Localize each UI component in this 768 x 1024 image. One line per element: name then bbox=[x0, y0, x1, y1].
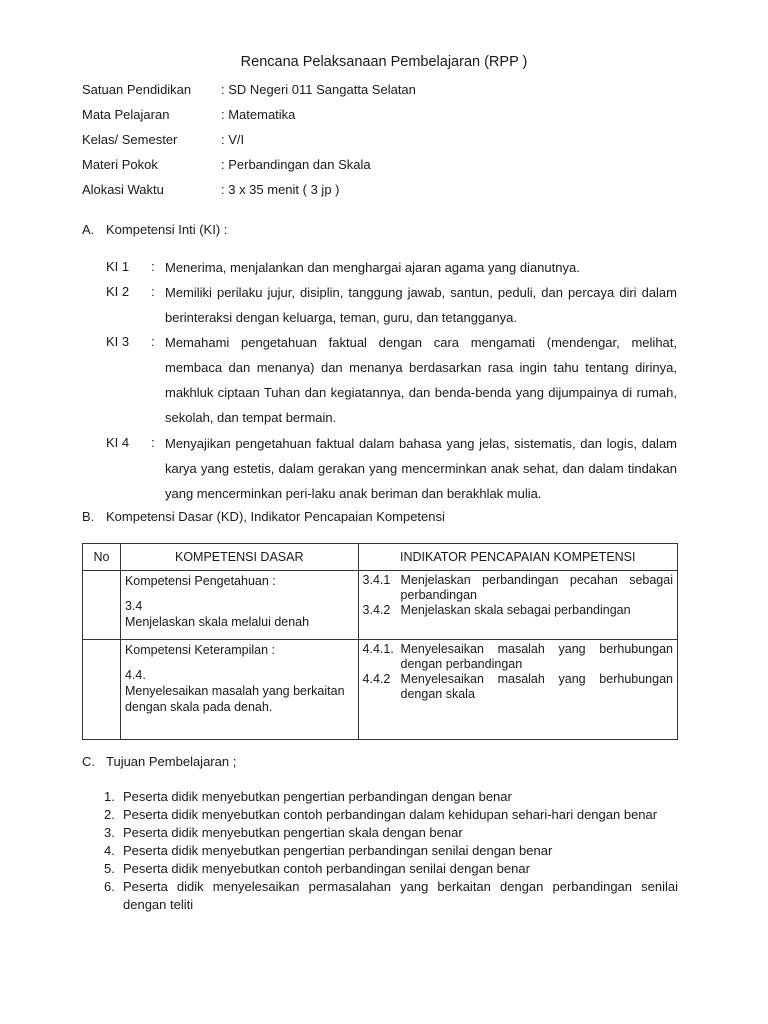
ki-colon: : bbox=[151, 435, 155, 450]
identity-value: : Matematika bbox=[221, 107, 296, 122]
section-letter: C. bbox=[82, 754, 95, 769]
indicator-cell bbox=[358, 640, 677, 740]
identity-value: : Perbandingan dan Skala bbox=[221, 157, 371, 172]
ki-text: Menyajikan pengetahuan faktual dalam bahasa yang jelas, sistematis, dan logis, dalam karya yang estetis, dalam gerakan yang mencerminkan anak sehat, dan dalam tindakan yang mencerminkan peri-laku anak beriman dan berakhlak mulia. bbox=[165, 436, 677, 501]
indicator-number: 4.4.2 bbox=[362, 672, 391, 686]
section-title: Tujuan Pembelajaran ; bbox=[106, 754, 237, 769]
indicator-item bbox=[363, 672, 673, 702]
kd-code: 4.4. bbox=[124, 668, 146, 682]
ki-text: Menerima, menjalankan dan menghargai ajaran agama yang dianutnya. bbox=[165, 260, 580, 275]
kd-text: Menyelesaikan masalah yang berkaitan dengan skala pada denah. bbox=[124, 684, 345, 714]
goal-text: Peserta didik menyebutkan pengertian perbandingan dengan benar bbox=[123, 789, 512, 804]
indicator-text: Menjelaskan skala sebagai perbandingan bbox=[400, 603, 631, 617]
list-item bbox=[84, 788, 678, 806]
kd-cell bbox=[120, 571, 358, 640]
identity-label: Kelas/ Semester bbox=[82, 132, 178, 147]
indicator-text: Menyelesaikan masalah yang berhubungan dengan skala bbox=[400, 672, 673, 701]
list-item bbox=[84, 842, 678, 860]
row-no bbox=[83, 571, 121, 640]
identity-label: Mata Pelajaran bbox=[82, 107, 170, 122]
ki-colon: : bbox=[151, 284, 155, 299]
ki-code: KI 2 bbox=[106, 284, 130, 299]
identity-label: Alokasi Waktu bbox=[82, 182, 164, 197]
goal-number: 3. bbox=[104, 825, 115, 840]
kd-cell bbox=[120, 640, 358, 740]
identity-value: : V/I bbox=[221, 132, 245, 147]
table-header-row bbox=[83, 544, 678, 571]
goal-number: 6. bbox=[104, 879, 115, 894]
goal-text: Peserta didik menyebutkan pengertian skala dengan benar bbox=[123, 825, 463, 840]
list-item bbox=[84, 878, 678, 914]
ki-colon: : bbox=[151, 259, 155, 274]
section-title: Kompetensi Inti (KI) : bbox=[106, 222, 228, 237]
identity-value: : SD Negeri 011 Sangatta Selatan bbox=[221, 82, 416, 97]
table-row bbox=[83, 640, 678, 740]
row-no bbox=[83, 640, 121, 740]
indicator-item bbox=[363, 642, 673, 672]
goal-text: Peserta didik menyelesaikan permasalahan yang berkaitan dengan perbandingan senilai dengan teliti bbox=[123, 879, 678, 912]
ki-text: Memahami pengetahuan faktual dengan cara mengamati (mendengar, melihat, membaca dan menanya) dan menanya berdasarkan rasa ingin tahu tentang dirinya, makhluk ciptaan Tuhan dan kegiatannya, dan benda-benda yang dijumpainya di rumah, sekolah, dan tempat bermain. bbox=[165, 335, 677, 425]
list-item bbox=[84, 824, 678, 842]
ki-code: KI 4 bbox=[106, 435, 130, 450]
goal-text: Peserta didik menyebutkan contoh perbandingan senilai dengan benar bbox=[123, 861, 530, 876]
list-item bbox=[84, 806, 678, 824]
competency-table bbox=[82, 543, 678, 740]
ki-colon: : bbox=[151, 334, 155, 349]
indicator-number: 4.4.1. bbox=[362, 642, 394, 656]
goal-number: 2. bbox=[104, 807, 115, 822]
kd-type: Kompetensi Keterampilan : bbox=[124, 643, 276, 657]
kd-type: Kompetensi Pengetahuan : bbox=[124, 574, 276, 588]
document-title: Rencana Pelaksanaan Pembelajaran (RPP ) bbox=[240, 54, 528, 70]
kd-code: 3.4 bbox=[124, 599, 143, 613]
ki-code: KI 1 bbox=[106, 259, 130, 274]
goal-number: 1. bbox=[104, 789, 115, 804]
identity-label: Materi Pokok bbox=[82, 157, 158, 172]
section-title: Kompetensi Dasar (KD), Indikator Pencapaian Kompetensi bbox=[106, 509, 445, 524]
identity-label: Satuan Pendidikan bbox=[82, 82, 192, 97]
indicator-text: Menjelaskan perbandingan pecahan sebagai perbandingan bbox=[400, 573, 673, 602]
ki-text: Memiliki perilaku jujur, disiplin, tanggung jawab, santun, peduli, dan percaya diri dalam berinteraksi dengan keluarga, teman, guru, dan tetangganya. bbox=[165, 285, 677, 325]
goal-number: 5. bbox=[104, 861, 115, 876]
table-row bbox=[83, 571, 678, 640]
section-letter: B. bbox=[82, 509, 95, 524]
header-no: No bbox=[83, 544, 121, 571]
indicator-number: 3.4.2 bbox=[362, 603, 391, 617]
learning-goals-list bbox=[84, 788, 678, 914]
section-c-heading bbox=[82, 753, 236, 771]
indicator-number: 3.4.1 bbox=[362, 573, 391, 587]
goal-text: Peserta didik menyebutkan contoh perbandingan dalam kehidupan sehari-hari dengan benar bbox=[123, 807, 658, 822]
section-b-heading bbox=[82, 508, 445, 526]
kd-text: Menjelaskan skala melalui denah bbox=[124, 615, 310, 629]
list-item bbox=[84, 860, 678, 878]
indicator-item bbox=[363, 603, 673, 618]
indicator-text: Menyelesaikan masalah yang berhubungan dengan perbandingan bbox=[400, 642, 673, 671]
indicator-cell bbox=[358, 571, 677, 640]
identity-value: : 3 x 35 menit ( 3 jp ) bbox=[221, 182, 340, 197]
goal-text: Peserta didik menyebutkan pengertian perbandingan senilai dengan benar bbox=[123, 843, 553, 858]
goal-number: 4. bbox=[104, 843, 115, 858]
section-letter: A. bbox=[82, 222, 95, 237]
header-indikator: INDIKATOR PENCAPAIAN KOMPETENSI bbox=[358, 544, 677, 571]
ki-code: KI 3 bbox=[106, 334, 130, 349]
section-a-heading bbox=[82, 221, 227, 239]
indicator-item bbox=[363, 573, 673, 603]
header-kd: KOMPETENSI DASAR bbox=[120, 544, 358, 571]
